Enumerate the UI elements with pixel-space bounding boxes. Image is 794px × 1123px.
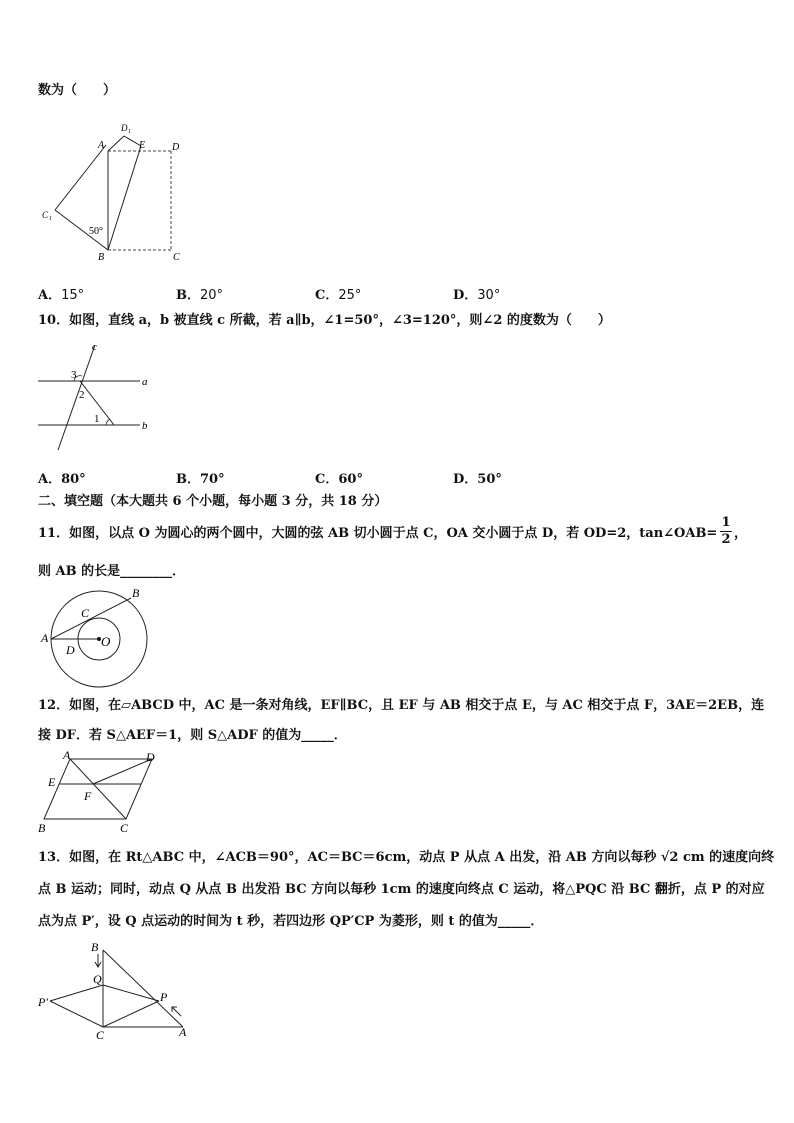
q10-label-1: 1 — [94, 413, 100, 425]
q13-line2: 点 B 运动；同时，动点 Q 从点 B 出发沿 BC 方向以每秒 1cm 的速度向终点 C 运动，将△PQC 沿 BC 翻折，点 P 的对应 — [38, 882, 765, 897]
q12-label-D: D — [146, 750, 155, 764]
q9-angle-label: 50° — [89, 226, 103, 237]
q12-label-B: B — [38, 821, 46, 835]
q12-figure — [36, 748, 166, 838]
q12-label-E: E — [48, 775, 56, 789]
q13-label-A: A — [179, 1025, 187, 1039]
q11-label-B: B — [132, 586, 140, 600]
q9-label-C: C — [173, 252, 180, 263]
q11-label-D: D — [66, 643, 75, 657]
q10-label-b: b — [142, 420, 148, 432]
q9-label-D1: D — [121, 123, 128, 133]
header-text: 数为（ ） — [38, 83, 117, 98]
q11-fraction — [720, 516, 732, 547]
q12-line1: 12．如图，在▱ABCD 中，AC 是一条对角线，EF∥BC，且 EF 与 AB 相交于点 E，与 AC 相交于点 F，3AE＝2EB，连 — [38, 698, 765, 713]
q9-option-c[interactable]: C．25° — [315, 288, 362, 303]
q13-figure — [36, 938, 196, 1043]
q10-option-a[interactable]: A．80° — [38, 472, 86, 487]
q11-frac-den: 2 — [721, 532, 731, 547]
q11-label-A: A — [41, 631, 49, 645]
q9-option-d[interactable]: D．30° — [453, 288, 501, 303]
q11-label-O: O — [101, 634, 111, 649]
q10-label-c: c — [92, 341, 97, 353]
q9-label-C1-sub: 1 — [49, 216, 52, 222]
q9-label-E: E — [139, 140, 146, 151]
q13-label-C: C — [96, 1028, 105, 1042]
q10-figure — [36, 340, 156, 455]
q12-label-C: C — [120, 821, 129, 835]
q11-line1-end: ， — [734, 526, 748, 541]
q9-label-B: B — [98, 252, 105, 263]
q11-line1: 11．如图，以点 O 为圆心的两个圆中，大圆的弦 AB 切小圆于点 C，OA 交小圆于点 D，若 OD=2，tan∠OAB= — [38, 526, 718, 541]
q13-line3: 点为点 P′，设 Q 点运动的时间为 t 秒，若四边形 QP′CP 为菱形，则 t 的值为_____． — [38, 914, 544, 929]
q9-label-D: D — [172, 142, 180, 153]
q12-line2: 接 DF．若 S△AEF＝1，则 S△ADF 的值为_____． — [38, 728, 347, 743]
q10-label-2: 2 — [79, 389, 85, 401]
q13-line1: 13．如图，在 Rt△ABC 中，∠ACB＝90°，AC＝BC＝6cm，动点 P 从点 A 出发，沿 AB 方向以每秒 √2 cm 的速度向终 — [38, 850, 775, 865]
q9-figure — [36, 118, 186, 268]
q10-option-d[interactable]: D．50° — [453, 472, 502, 487]
q12-label-A: A — [63, 748, 71, 762]
q11-label-C: C — [81, 606, 90, 620]
q11-frac-num: 1 — [721, 515, 731, 530]
q13-label-P: P — [160, 990, 168, 1004]
q11-line2: 则 AB 的长是________． — [38, 564, 186, 579]
q9-option-b[interactable]: B．20° — [176, 288, 224, 303]
q10-label-3: 3 — [71, 369, 77, 381]
q10-option-c[interactable]: C．60° — [315, 472, 363, 487]
q10-option-b[interactable]: B．70° — [176, 472, 225, 487]
q11-figure — [36, 584, 156, 694]
q13-label-B: B — [91, 940, 99, 954]
section-title: 二、填空题（本大题共 6 个小题，每小题 3 分，共 18 分） — [38, 494, 388, 509]
q9-label-C1: C — [42, 210, 49, 220]
q9-label-D1-sub: 1 — [128, 129, 131, 135]
q10-label-a: a — [142, 376, 148, 388]
q13-label-P-prime: P′ — [38, 995, 48, 1009]
q13-label-Q: Q — [93, 972, 102, 986]
q10-question: 10．如图，直线 a，b 被直线 c 所截，若 a∥b，∠1=50°，∠3=120°，则∠2 的度数为（ ） — [38, 313, 611, 328]
q9-option-a[interactable]: A．15° — [38, 288, 85, 303]
q12-label-F: F — [84, 789, 92, 803]
q9-label-A: A — [98, 140, 105, 151]
